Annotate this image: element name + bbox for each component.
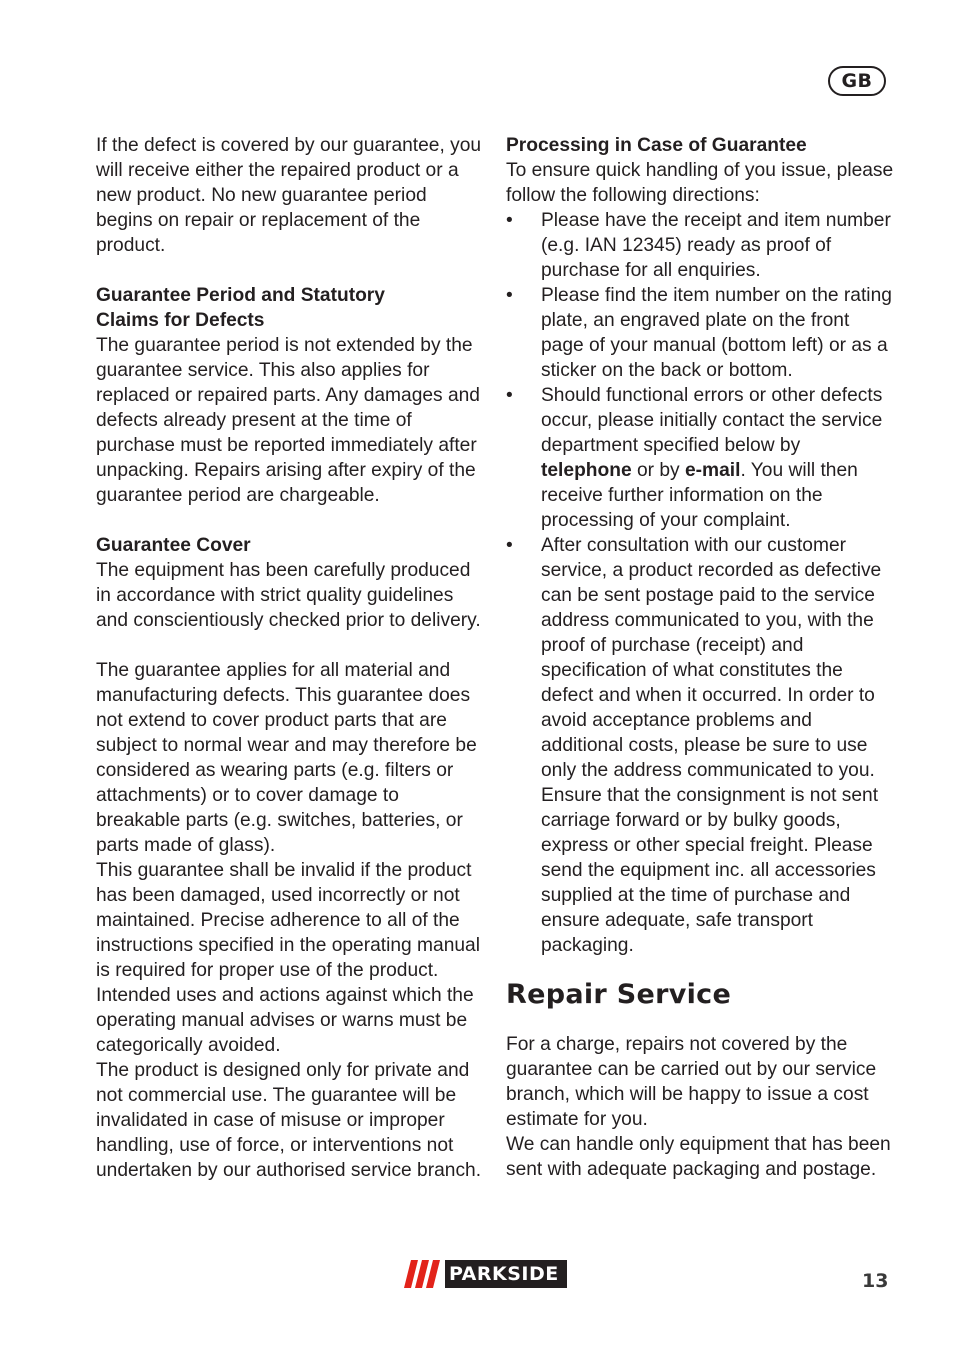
right-column (506, 133, 896, 1182)
bullet-text-part2: . You will then receive further information on the processing of your complaint. (541, 460, 858, 531)
brand-name: PARKSIDE (445, 1260, 567, 1288)
parkside-logo (403, 1260, 567, 1288)
list-item (506, 208, 896, 283)
bullet-text: After consultation with our customer service, a product recorded as defective can be sent postage paid to the service address communicated to you, with the proof of purchase (receipt) and specification of what constitutes the defect and when it occurred. In order to avoid acceptance problems and additional costs, please be sure to use only the address communicated to you. Ensure that the consignment is not sent carriage forward or by bulky goods, express or other special freight. Please send the equipment inc. all accessories supplied at the time of purchase and ensure adequate, safe transport packaging. (541, 535, 882, 956)
bullet-text: Please find the item number on the rating plate, an engraved plate on the front page of your manual (bottom left) or as a sticker on the back or bottom. (541, 285, 892, 381)
cover-paragraph: The equipment has been carefully produced in accordance with strict quality guidelines and conscientiously checked prior to delivery. (96, 560, 481, 631)
private-use-paragraph: The product is designed only for private and not commercial use. The guarantee will be invalidated in case of misuse or improper handling, use of force, or interventions not undertaken by our authorised service branch. (96, 1060, 482, 1181)
bullet-text-part1: Should functional errors or other defects occur, please initially contact the service department specified below by (541, 385, 883, 456)
period-heading-line2: Claims for Defects (96, 310, 265, 331)
intro-paragraph: If the defect is covered by our guarantee, you will receive either the repaired product or a new product. No new guarantee period begins on repair or replacement of the product. (96, 135, 482, 256)
language-badge: GB (828, 66, 886, 96)
list-item (506, 283, 896, 383)
repair-service-heading: Repair Service (506, 979, 732, 1010)
bullet-text-or: or by (636, 460, 680, 481)
bullet-icon: • (506, 385, 513, 406)
list-item (506, 383, 896, 533)
processing-intro: To ensure quick handling of you issue, please follow the following directions: (506, 160, 894, 206)
repair-paragraph-1: For a charge, repairs not covered by the guarantee can be carried out by our service branch, which will be happy to issue a cost estimate for you. (506, 1034, 877, 1130)
page-number: 13 (862, 1270, 889, 1292)
cover-heading: Guarantee Cover (96, 535, 251, 556)
logo-stripes-icon (403, 1260, 445, 1288)
invalid-paragraph: This guarantee shall be invalid if the product has been damaged, used incorrectly or not maintained. Precise adherence to all of the instructions specified in the operating manual is required for proper use of the product. Intended uses and actions against which the operating manual advises or warns must be categorically avoided. (96, 860, 480, 1056)
processing-heading: Processing in Case of Guarantee (506, 135, 807, 156)
bullet-icon: • (506, 210, 513, 231)
directions-list (506, 208, 896, 958)
left-column (96, 133, 488, 1183)
bullet-icon: • (506, 285, 513, 306)
email-keyword: e-mail (684, 460, 741, 481)
period-paragraph: The guarantee period is not extended by the guarantee service. This also applies for replaced or repaired parts. Any damages and defects already present at the time of purchase must be reported immediately after unpacking. Repairs arising after expiry of the guarantee period are chargeable. (96, 335, 480, 506)
applies-paragraph: The guarantee applies for all material and manufacturing defects. This guarantee does not extend to cover product parts that are subject to normal wear and may therefore be considered as wearing parts (e.g. filters or attachments) or to cover damage to breakable parts (e.g. switches, batteries, or parts made of glass). (96, 660, 477, 856)
bullet-icon: • (506, 535, 513, 556)
list-item (506, 533, 896, 958)
telephone-keyword: telephone (541, 460, 632, 481)
repair-paragraph-2: We can handle only equipment that has been sent with adequate packaging and postage. (506, 1134, 891, 1180)
period-heading (96, 283, 488, 333)
bullet-text: Please have the receipt and item number (e.g. IAN 12345) ready as proof of purchase for all enquiries. (541, 210, 891, 281)
period-heading-line1: Guarantee Period and Statutory (96, 285, 385, 306)
